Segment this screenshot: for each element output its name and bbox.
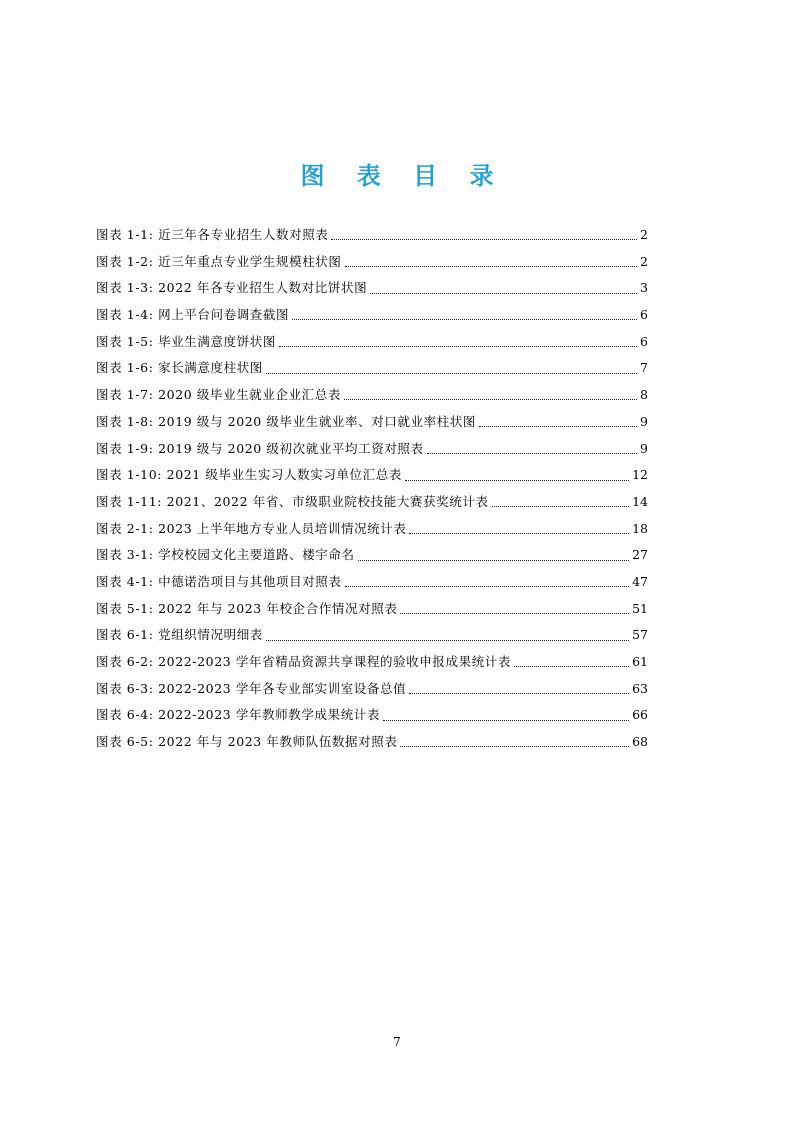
toc-entry[interactable] [96, 516, 648, 543]
toc-entry-label: 图表 1-3: 2022 年各专业招生人数对比饼状图 [96, 280, 368, 296]
toc-entry[interactable] [96, 382, 648, 409]
toc-entry-label: 图表 1-9: 2019 级与 2020 级初次就业平均工资对照表 [96, 440, 424, 456]
toc-entry[interactable] [96, 569, 648, 596]
toc-entry-page: 18 [632, 520, 648, 536]
toc-entry-page: 14 [632, 493, 648, 509]
toc-entry[interactable] [96, 222, 648, 249]
dot-leader [266, 629, 629, 643]
toc-entry[interactable] [96, 302, 648, 329]
toc-entry-label: 图表 1-4: 网上平台问卷调查截图 [96, 307, 290, 323]
toc-entry-page: 8 [640, 387, 648, 403]
toc-entry-page: 63 [632, 680, 648, 696]
toc-entry[interactable] [96, 275, 648, 302]
toc-entry-label: 图表 1-5: 毕业生满意度饼状图 [96, 333, 276, 349]
toc-entry-page: 6 [640, 307, 648, 323]
toc-entry-page: 2 [640, 253, 648, 269]
toc-entry[interactable] [96, 409, 648, 436]
dot-leader [344, 388, 637, 402]
toc-entry[interactable] [96, 542, 648, 569]
dot-leader [409, 682, 629, 696]
page-title: 图 表 目 录 [300, 162, 506, 190]
toc-entry[interactable] [96, 249, 648, 276]
toc-entry-label: 图表 5-1: 2022 年与 2023 年校企合作情况对照表 [96, 600, 398, 616]
toc-entry-label: 图表 6-3: 2022-2023 学年各专业部实训室设备总值 [96, 680, 407, 696]
dot-leader [400, 602, 629, 616]
dot-leader [400, 735, 629, 749]
toc-entry-label: 图表 1-2: 近三年重点专业学生规模柱状图 [96, 253, 342, 269]
toc-entry-page: 27 [632, 547, 648, 563]
dot-leader [427, 442, 637, 456]
toc-entry-page: 7 [640, 360, 648, 376]
dot-leader [292, 308, 637, 322]
dot-leader [405, 469, 629, 483]
toc-entry-label: 图表 1-10: 2021 级毕业生实习人数实习单位汇总表 [96, 467, 402, 483]
toc-entry[interactable] [96, 329, 648, 356]
dot-leader [514, 655, 629, 669]
toc-entry-page: 3 [640, 280, 648, 296]
dot-leader [266, 362, 637, 376]
toc-entry[interactable] [96, 622, 648, 649]
toc-entry-label: 图表 1-7: 2020 级毕业生就业企业汇总表 [96, 387, 341, 403]
toc-entry-page: 9 [640, 413, 648, 429]
toc-entry-label: 图表 1-1: 近三年各专业招生人数对照表 [96, 227, 329, 242]
toc-entry-page: 12 [632, 467, 648, 483]
toc-entry-label: 图表 4-1: 中德诺浩项目与其他项目对照表 [96, 573, 342, 589]
toc-entry-page: 57 [632, 627, 648, 643]
dot-leader [492, 495, 630, 509]
toc-entry[interactable] [96, 702, 648, 729]
dot-leader [279, 335, 637, 349]
dot-leader [370, 282, 637, 296]
toc-entry[interactable] [96, 462, 648, 489]
toc-entry-label: 图表 6-1: 党组织情况明细表 [96, 627, 263, 643]
toc-entry-page: 9 [640, 440, 648, 456]
dot-leader [345, 575, 630, 589]
dot-leader [479, 415, 637, 429]
toc-entry-label: 图表 6-5: 2022 年与 2023 年教师队伍数据对照表 [96, 734, 398, 750]
toc-entry[interactable] [96, 649, 648, 676]
toc-entry-label: 图表 1-11: 2021、2022 年省、市级职业院校技能大赛获奖统计表 [96, 493, 489, 509]
table-of-figures [96, 222, 648, 756]
toc-entry[interactable] [96, 729, 648, 756]
dot-leader [383, 709, 629, 723]
toc-entry-page: 6 [640, 333, 648, 349]
dot-leader [409, 522, 629, 536]
toc-entry[interactable] [96, 596, 648, 623]
toc-entry-label: 图表 6-2: 2022-2023 学年省精品资源共享课程的验收申报成果统计表 [96, 654, 512, 669]
toc-entry-label: 图表 6-4: 2022-2023 学年教师教学成果统计表 [96, 707, 381, 723]
dot-leader [345, 255, 638, 269]
toc-entry[interactable] [96, 489, 648, 516]
dot-leader [331, 228, 637, 242]
toc-entry[interactable] [96, 355, 648, 382]
toc-entry-label: 图表 2-1: 2023 上半年地方专业人员培训情况统计表 [96, 520, 407, 536]
toc-entry-page: 66 [632, 707, 648, 723]
toc-entry-label: 图表 1-8: 2019 级与 2020 级毕业生就业率、对口就业率柱状图 [96, 413, 477, 429]
page-number: 7 [393, 1035, 401, 1049]
toc-entry-label: 图表 1-6: 家长满意度柱状图 [96, 360, 263, 376]
dot-leader [358, 549, 630, 563]
toc-entry-page: 68 [632, 734, 648, 750]
toc-entry[interactable] [96, 436, 648, 463]
toc-entry-label: 图表 3-1: 学校校园文化主要道路、楼宇命名 [96, 547, 355, 563]
toc-entry-page: 2 [640, 227, 648, 242]
toc-entry-page: 47 [632, 573, 648, 589]
toc-entry[interactable] [96, 676, 648, 703]
toc-entry-page: 61 [632, 654, 648, 669]
toc-entry-page: 51 [632, 600, 648, 616]
